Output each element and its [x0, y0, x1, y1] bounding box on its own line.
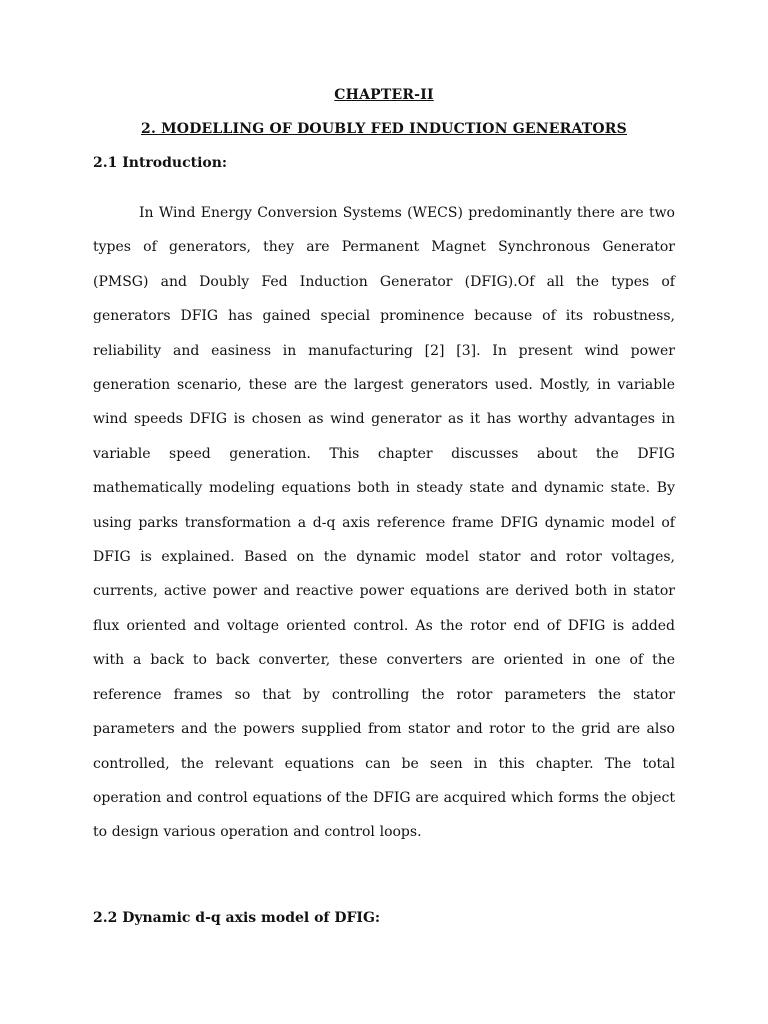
- section-heading-dynamic-model: 2.2 Dynamic d-q axis model of DFIG:: [93, 910, 381, 926]
- chapter-title: 2. MODELLING OF DOUBLY FED INDUCTION GENERATORS: [141, 121, 627, 137]
- chapter-label: CHAPTER-II: [334, 87, 434, 103]
- section-heading-introduction: 2.1 Introduction:: [93, 155, 228, 171]
- introduction-paragraph: In Wind Energy Conversion Systems (WECS) predominantly there are two types of generators, they are Permanent Magnet Synchronous Generator (PMSG) and Doubly Fed Induction Generator (DFIG).Of all the types of generators DFIG has gained special prominence because of its robustness, reliability and easiness in manufacturing [2] [3]. In present wind power generation scenario, these are the largest generators used. Mostly, in variable wind speeds DFIG is chosen as wind generator as it has worthy advantages in variable speed generation. This chapter discusses about the DFIG mathematically modeling equations both in steady state and dynamic state. By using parks transformation a d-q axis reference frame DFIG dynamic model of DFIG is explained. Based on the dynamic model stator and rotor voltages, currents, active power and reactive power equations are derived both in stator flux oriented and voltage oriented control. As the rotor end of DFIG is added with a back to back converter, these converters are oriented in one of the reference frames so that by controlling the rotor parameters the stator parameters and the powers supplied from stator and rotor to the grid are also controlled, the relevant equations can be seen in this chapter. The total operation and control equations of the DFIG are acquired which forms the object to design various operation and control loops.: [93, 205, 675, 841]
